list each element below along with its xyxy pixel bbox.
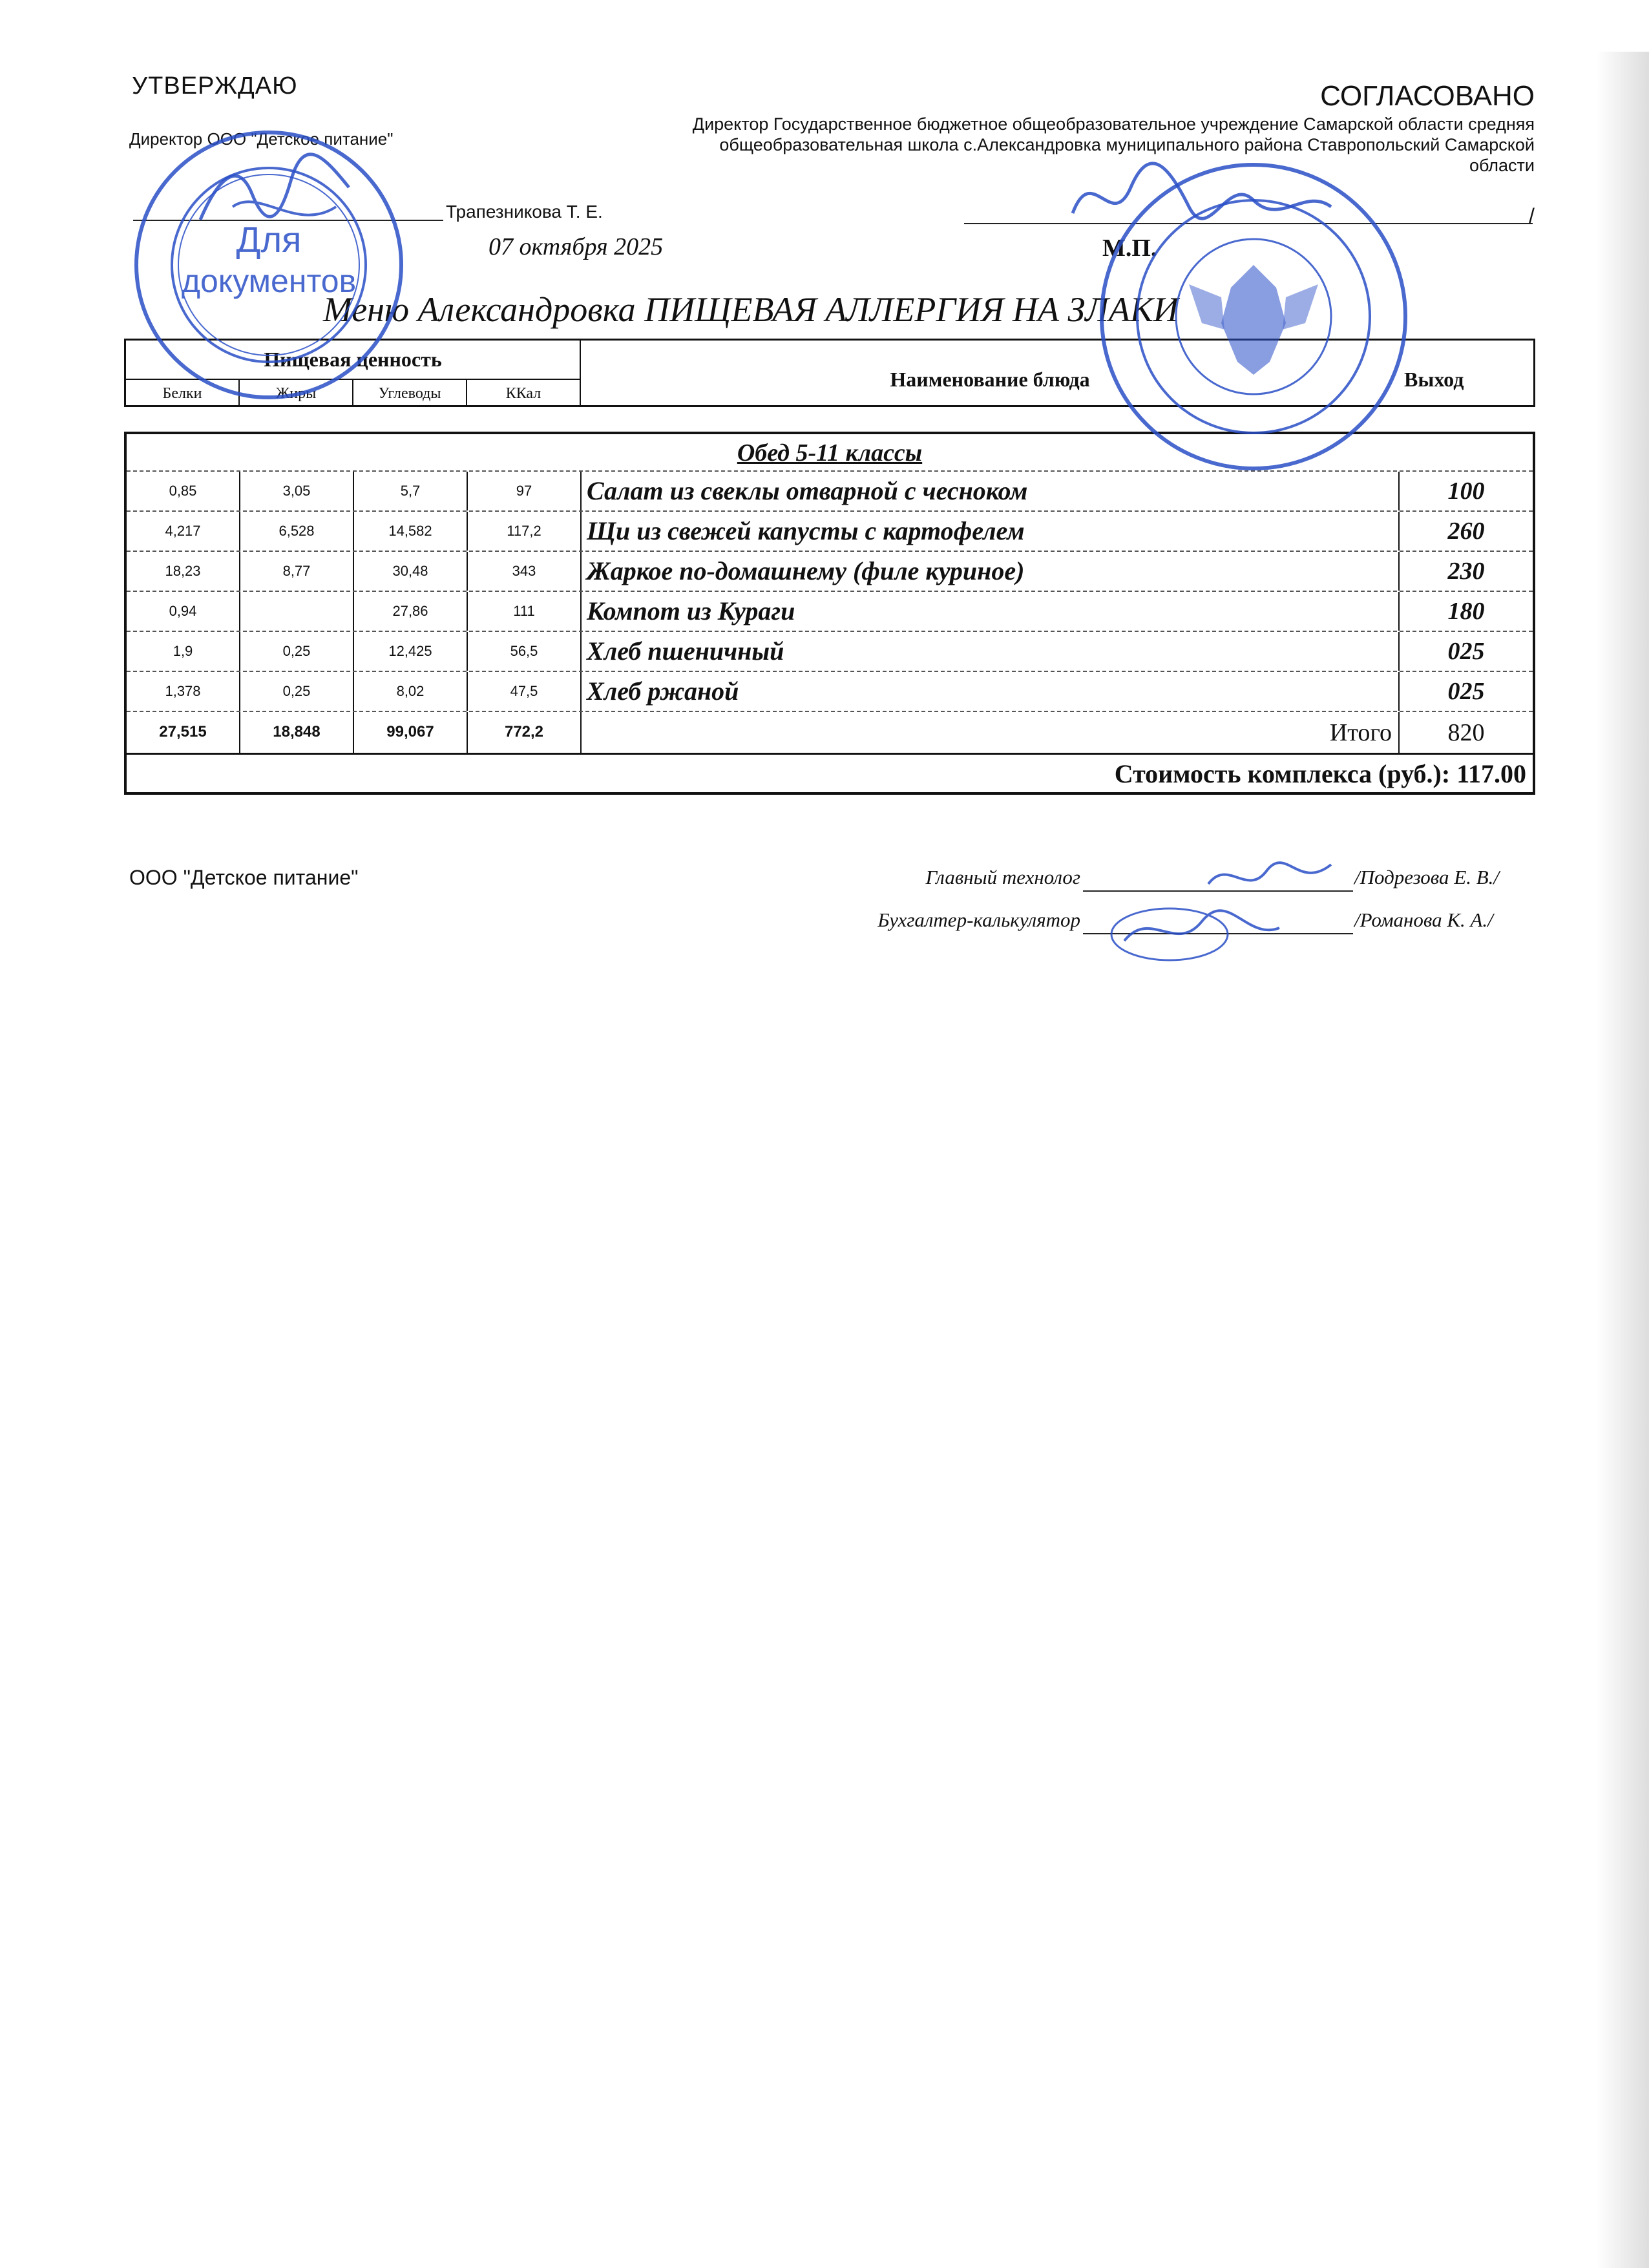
cell-kcal: 56,5 — [468, 632, 582, 671]
total-yield: 820 — [1447, 719, 1485, 746]
document-date: 07 октября 2025 — [488, 233, 664, 260]
cell-carbs: 8,02 — [354, 672, 468, 711]
cell-yield: 025 — [1447, 678, 1485, 705]
cell-dish: Жаркое по-домашнему (филе куриное) — [582, 552, 1400, 591]
col-fat: Жиры — [240, 380, 353, 407]
col-protein: Белки — [126, 380, 240, 407]
cell-yield: 230 — [1447, 558, 1485, 585]
cell-fat: 0,25 — [240, 672, 354, 711]
cell-dish: Хлеб ржаной — [582, 672, 1400, 711]
total-label: Итого — [582, 712, 1400, 753]
cell-protein: 0,94 — [127, 592, 240, 631]
table-row — [127, 672, 1533, 712]
cell-kcal: 97 — [468, 472, 582, 510]
scan-shadow — [1596, 52, 1649, 2268]
technologist-label: Главный технолог — [925, 866, 1080, 888]
cell-dish: Щи из свежей капусты с картофелем — [582, 512, 1400, 551]
cell-kcal: 111 — [468, 592, 582, 631]
total-kcal: 772,2 — [468, 712, 582, 753]
cell-kcal: 117,2 — [468, 512, 582, 551]
agreed-title: СОГЛАСОВАНО — [1320, 80, 1535, 112]
accountant-signature — [1098, 896, 1292, 967]
document-title: Меню Александровка ПИЩЕВАЯ АЛЛЕРГИЯ НА ЗЛАКИ — [323, 290, 1179, 329]
total-fat: 18,848 — [240, 712, 354, 753]
cell-yield: 180 — [1447, 598, 1485, 625]
stamp-text-line2: документов — [181, 263, 357, 299]
cell-carbs: 30,48 — [354, 552, 468, 591]
cell-fat — [240, 592, 354, 631]
approve-position: Директор ООО "Детское питание" — [129, 129, 394, 149]
cell-yield: 260 — [1447, 518, 1485, 545]
total-carbs: 99,067 — [354, 712, 468, 753]
col-dish: Наименование блюда — [890, 368, 1090, 391]
cell-fat: 6,528 — [240, 512, 354, 551]
table-row — [127, 512, 1533, 552]
cell-carbs: 5,7 — [354, 472, 468, 510]
cell-carbs: 14,582 — [354, 512, 468, 551]
cell-yield: 025 — [1447, 638, 1485, 665]
seal-place-label: М.П. — [1102, 235, 1157, 262]
director-signature — [194, 149, 362, 246]
cell-carbs: 12,425 — [354, 632, 468, 671]
cell-protein: 0,85 — [127, 472, 240, 510]
total-row — [127, 712, 1533, 755]
col-yield: Выход — [1404, 368, 1464, 391]
total-protein: 27,515 — [127, 712, 240, 753]
agreed-signature — [1060, 149, 1344, 246]
cell-fat: 0,25 — [240, 632, 354, 671]
col-carbs: Углеводы — [353, 380, 467, 407]
cell-protein: 4,217 — [127, 512, 240, 551]
cell-protein: 1,9 — [127, 632, 240, 671]
agreed-position: Директор Государственное бюджетное общеобразовательное учреждение Самарской области средняя общеобразовательная школа с.Александровка муниципального района Ставропольский Самарской области — [692, 114, 1535, 175]
table-row — [127, 592, 1533, 632]
table-row — [127, 552, 1533, 592]
technologist-name: /Подрезова Е. В./ — [1354, 866, 1500, 888]
accountant-label: Бухгалтер-калькулятор — [877, 908, 1080, 931]
menu-table — [124, 432, 1535, 795]
cell-fat: 3,05 — [240, 472, 354, 510]
cell-protein: 18,23 — [127, 552, 240, 591]
table-row — [127, 632, 1533, 672]
cell-kcal: 343 — [468, 552, 582, 591]
cell-yield: 100 — [1447, 478, 1485, 505]
cell-carbs: 27,86 — [354, 592, 468, 631]
cell-kcal: 47,5 — [468, 672, 582, 711]
agreed-slash: / — [1529, 204, 1535, 227]
approve-name: Трапезникова Т. Е. — [446, 202, 603, 222]
cell-dish: Хлеб пшеничный — [582, 632, 1400, 671]
cell-protein: 1,378 — [127, 672, 240, 711]
section-title: Обед 5-11 классы — [127, 434, 1533, 472]
accountant-name: /Романова К. А./ — [1354, 908, 1493, 931]
cell-fat: 8,77 — [240, 552, 354, 591]
cell-dish: Салат из свеклы отварной с чесноком — [582, 472, 1400, 510]
nutrition-header: Пищевая ценность — [126, 341, 581, 380]
approve-title: УТВЕРЖДАЮ — [132, 72, 298, 100]
company-name: ООО "Детское питание" — [129, 866, 359, 889]
stamp-text-line1: Для — [236, 219, 302, 260]
cell-dish: Компот из Кураги — [582, 592, 1400, 631]
complex-cost: Стоимость комплекса (руб.): 117.00 — [1114, 759, 1526, 788]
col-kcal: ККал — [467, 380, 581, 407]
